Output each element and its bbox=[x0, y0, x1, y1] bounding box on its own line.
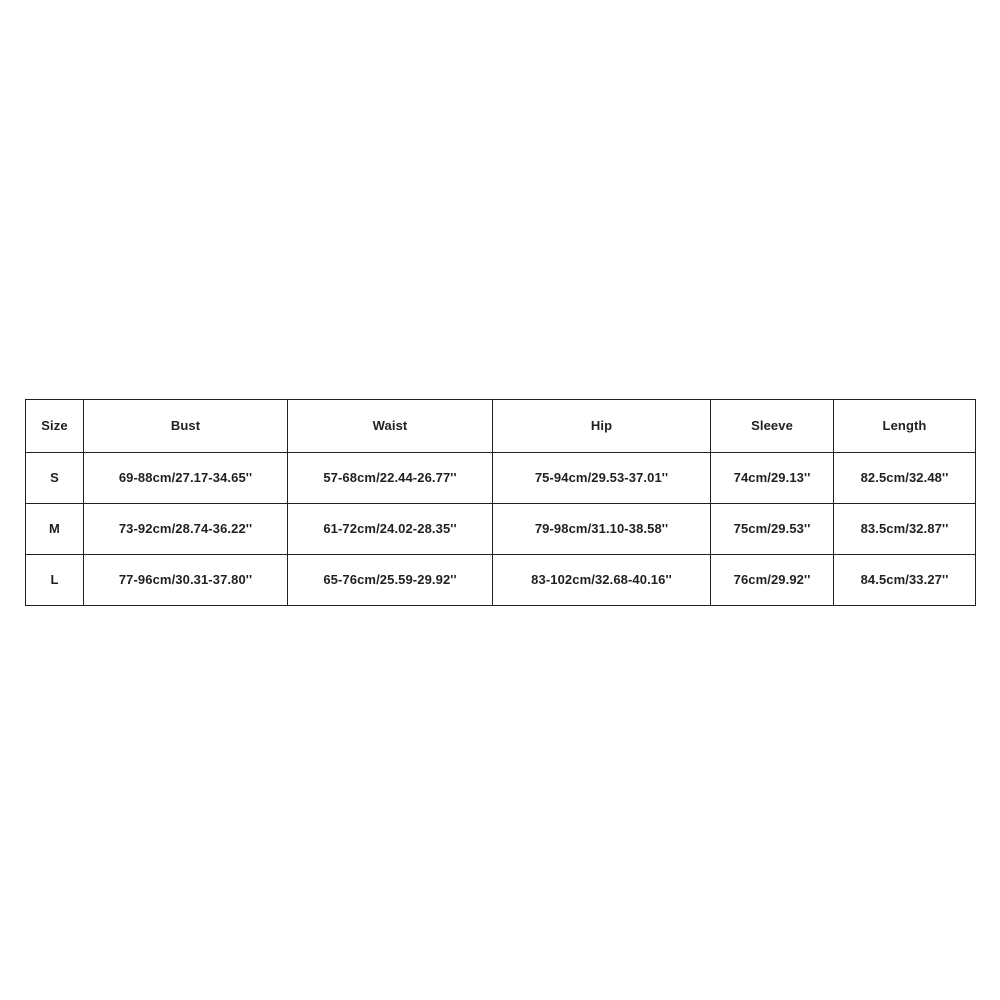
column-header-size: Size bbox=[26, 400, 84, 453]
cell-length: 83.5cm/32.87'' bbox=[834, 504, 976, 555]
cell-hip: 79-98cm/31.10-38.58'' bbox=[493, 504, 711, 555]
cell-size: L bbox=[26, 555, 84, 606]
table-row bbox=[26, 504, 976, 555]
cell-size: S bbox=[26, 453, 84, 504]
cell-hip: 83-102cm/32.68-40.16'' bbox=[493, 555, 711, 606]
cell-waist: 61-72cm/24.02-28.35'' bbox=[288, 504, 493, 555]
cell-waist: 65-76cm/25.59-29.92'' bbox=[288, 555, 493, 606]
cell-size: M bbox=[26, 504, 84, 555]
column-header-waist: Waist bbox=[288, 400, 493, 453]
cell-length: 84.5cm/33.27'' bbox=[834, 555, 976, 606]
cell-bust: 69-88cm/27.17-34.65'' bbox=[84, 453, 288, 504]
column-header-hip: Hip bbox=[493, 400, 711, 453]
table-header-row bbox=[26, 400, 976, 453]
cell-sleeve: 76cm/29.92'' bbox=[711, 555, 834, 606]
column-header-bust: Bust bbox=[84, 400, 288, 453]
cell-sleeve: 75cm/29.53'' bbox=[711, 504, 834, 555]
column-header-sleeve: Sleeve bbox=[711, 400, 834, 453]
table-row bbox=[26, 453, 976, 504]
cell-length: 82.5cm/32.48'' bbox=[834, 453, 976, 504]
cell-bust: 73-92cm/28.74-36.22'' bbox=[84, 504, 288, 555]
cell-hip: 75-94cm/29.53-37.01'' bbox=[493, 453, 711, 504]
cell-sleeve: 74cm/29.13'' bbox=[711, 453, 834, 504]
column-header-length: Length bbox=[834, 400, 976, 453]
table-row bbox=[26, 555, 976, 606]
cell-waist: 57-68cm/22.44-26.77'' bbox=[288, 453, 493, 504]
size-chart-container bbox=[25, 399, 975, 606]
size-chart-table bbox=[25, 399, 976, 606]
cell-bust: 77-96cm/30.31-37.80'' bbox=[84, 555, 288, 606]
